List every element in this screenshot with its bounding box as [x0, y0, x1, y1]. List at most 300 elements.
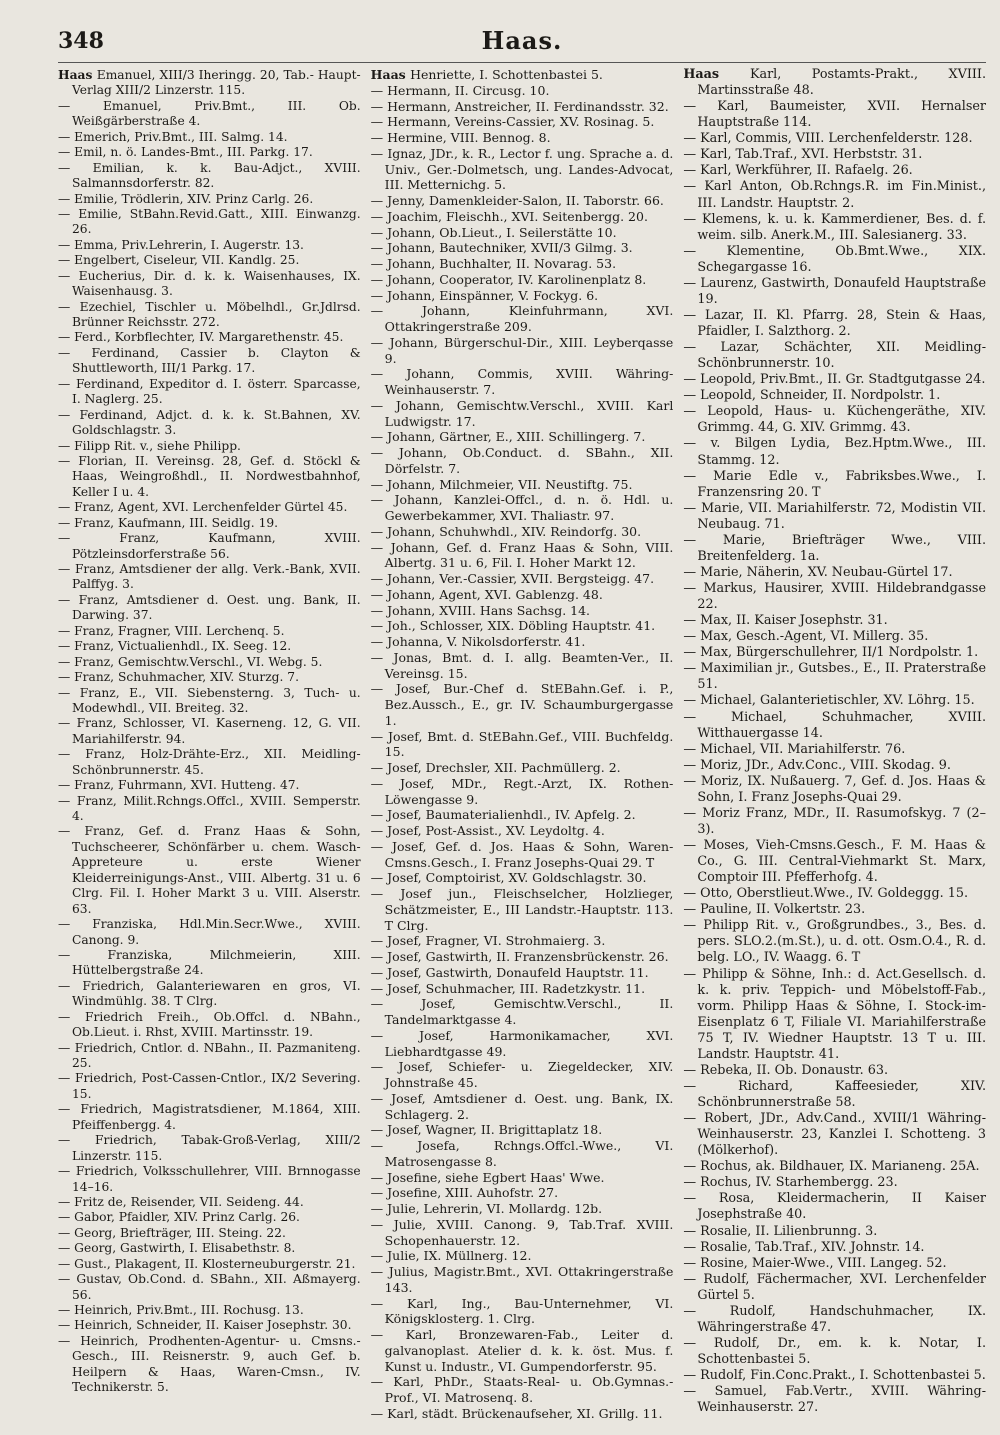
entry-text: Georg, Briefträger, III. Steing. 22.	[74, 1225, 286, 1240]
directory-entry	[371, 99, 674, 115]
entry-text: Samuel, Fab.Vertr., XVIII. Währing-Weinhauserstr. 27.	[697, 1384, 987, 1416]
entry-text: Karl, städt. Brückenaufseher, XI. Grillg. 11.	[387, 1405, 663, 1421]
entry-text: Leopold, Schneider, II. Nordpolstr. 1.	[700, 388, 941, 404]
directory-entry	[683, 1384, 986, 1416]
entry-text: Josef, Gef. d. Jos. Haas & Sohn, Waren-Cmsns.Gesch., I. Franz Josephs-Quai 29. T	[384, 838, 674, 870]
entry-text: Josef, Bmt. d. StEBahn.Gef., VIII. Buchfeldg. 15.	[384, 728, 674, 760]
directory-entry	[58, 145, 361, 160]
directory-entry	[58, 624, 361, 639]
directory-entry	[371, 807, 674, 823]
directory-entry	[58, 917, 361, 948]
entry-text: Hermine, VIII. Bennog. 8.	[387, 130, 551, 145]
entry-text: Rosa, Kleidermacherin, II Kaiser Josephstraße 40.	[697, 1191, 987, 1223]
entry-text: Gust., Plakagent, II. Klosterneuburgerstr. 21.	[74, 1256, 356, 1271]
directory-entry	[371, 886, 674, 933]
directory-entry	[371, 933, 674, 949]
directory-entry	[58, 1226, 361, 1241]
entry-text: Rosalie, Tab.Traf., XIV. Johnstr. 14.	[700, 1239, 925, 1255]
directory-entry	[683, 645, 986, 661]
directory-entry	[683, 661, 986, 693]
entry-text: Leopold, Priv.Bmt., II. Gr. Stadtgutgasse 24.	[700, 372, 986, 388]
entry-text: Rudolf, Fächermacher, XVI. Lerchenfelder Gürtel 5.	[697, 1271, 987, 1303]
directory-entry	[58, 639, 361, 654]
entry-text: Johann, Kleinfuhrmann, XVI. Ottakringerstraße 209.	[384, 303, 674, 334]
entry-text: Fritz de, Reisender, VII. Seideng. 44.	[74, 1194, 304, 1209]
entry-text: Josef, Drechsler, XII. Pachmüllerg. 2.	[387, 760, 621, 775]
entry-text: Franz, Amtsdiener der allg. Verk.-Bank, XVII. Palffyg. 3.	[72, 562, 361, 592]
directory-entry	[58, 716, 361, 747]
directory-entry	[371, 366, 674, 398]
directory-entry	[371, 965, 674, 981]
entry-text: Max, Bürgerschullehrer, II/1 Nordpolstr. 1.	[700, 645, 979, 661]
directory-entry	[58, 1334, 361, 1396]
directory-entry	[371, 776, 674, 808]
directory-entry	[58, 1257, 361, 1272]
directory-entry	[371, 335, 674, 367]
directory-entry	[58, 516, 361, 531]
directory-entry	[371, 303, 674, 335]
directory-entry	[683, 469, 986, 501]
entry-text: Philipp Rit. v., Großgrundbes., 3., Bes. d. pers. SLO.2.(m.St.), u. d. ott. Osm.O.4., R. d. belg. LO., IV. Waagg. 6. T	[697, 918, 987, 966]
entry-text: Franz, Gef. d. Franz Haas & Sohn, Tuchscheerer, Schönfärber u. chem. Wasch-Appreteure u. erste Wiener Kleiderreinigungs-Anst., VIII. Albertg. 31 u. 6 Clrg. Fil. I. Hoher Markt 3 u. VIII. Alserstr. 63.	[72, 824, 361, 916]
directory-entry	[58, 1195, 361, 1210]
directory-entry	[371, 492, 674, 524]
directory-entry	[683, 388, 986, 404]
entry-text: Franz, Fuhrmann, XVI. Hutteng. 47.	[74, 778, 300, 793]
entry-text: Josef, Wagner, II. Brigittaplatz 18.	[387, 1122, 603, 1138]
directory-entry	[58, 1102, 361, 1133]
directory-entry	[683, 436, 986, 468]
directory-entry	[58, 454, 361, 500]
directory-entry	[371, 429, 674, 445]
directory-entry	[683, 1191, 986, 1223]
directory-entry	[58, 1303, 361, 1318]
entry-text: Josef, Baumaterialienhdl., IV. Apfelg. 2.	[387, 807, 636, 823]
entry-text: Josef jun., Fleischselcher, Holzlieger, Schätzmeister, E., III Landstr.-Hauptstr. 113. T Clrg.	[384, 886, 674, 933]
entry-text: Max, II. Kaiser Josephstr. 31.	[700, 613, 888, 629]
directory-entry	[371, 146, 674, 193]
entry-text: Moriz, IX. Nußauerg. 7, Gef. d. Jos. Haas & Sohn, I. Franz Josephs-Quai 29.	[697, 773, 987, 805]
entry-text: Franz, Kaufmann, III. Seidlg. 19.	[74, 515, 279, 530]
entry-text: Rudolf, Handschuhmacher, IX. Währingerstraße 47.	[697, 1303, 987, 1335]
entry-text: Max, Gesch.-Agent, VI. Millerg. 35.	[700, 629, 929, 645]
entry-text: Johann, Bautechniker, XVII/3 Gilmg. 3.	[387, 240, 633, 256]
directory-entry	[371, 1201, 674, 1217]
directory-entry	[371, 1185, 674, 1201]
directory-entry	[371, 288, 674, 304]
page-title: Haas.	[481, 26, 563, 55]
entry-text: Johann, Einspänner, V. Fockyg. 6.	[387, 287, 599, 303]
directory-entry	[58, 747, 361, 778]
entry-text: Franz, E., VII. Siebensterng. 3, Tuch- u. Modewhdl., VII. Breiteg. 32.	[72, 685, 361, 715]
entry-text: Heinrich, Schneider, II. Kaiser Josephstr. 30.	[74, 1318, 352, 1333]
directory-entry	[683, 1256, 986, 1272]
entry-text: Emil, n. ö. Landes-Bmt., III. Parkg. 17.	[74, 145, 313, 160]
entry-text: Franz, Fragner, VIII. Lerchenq. 5.	[74, 623, 285, 638]
directory-entry	[683, 1159, 986, 1175]
entry-text: Gabor, Pfaidler, XIV. Prinz Carlg. 26.	[74, 1210, 300, 1225]
directory-entry	[371, 477, 674, 493]
entry-text: v. Bilgen Lydia, Bez.Hptm.Wwe., III. Stammg. 12.	[697, 436, 987, 468]
directory-entry	[58, 330, 361, 345]
entry-text: Franz, Schlosser, VI. Kaserneng. 12, G. VII. Mariahilferstr. 94.	[72, 716, 361, 746]
directory-entry	[58, 253, 361, 268]
entry-text: Rudolf, Dr., em. k. k. Notar, I. Schottenbastei 5.	[697, 1335, 987, 1367]
directory-entry	[371, 981, 674, 997]
directory-entry	[371, 240, 674, 256]
directory-entry	[58, 439, 361, 454]
directory-entry	[371, 1059, 674, 1091]
entry-text: Michael, Schuhmacher, XVIII. Witthauergasse 14.	[697, 709, 986, 741]
entry-text: Karl, Baumeister, XVII. Hernalser Hauptstraße 114.	[697, 99, 987, 131]
directory-entry	[58, 562, 361, 593]
page-header	[58, 26, 986, 63]
directory-entry	[371, 1091, 674, 1123]
directory-entry	[683, 212, 986, 244]
directory-entry	[58, 1071, 361, 1102]
directory-entry	[371, 634, 674, 650]
directory-entry	[371, 1327, 674, 1374]
directory-entry	[683, 533, 986, 565]
page-number: 348	[58, 28, 104, 54]
entry-text: Friedrich, Volksschullehrer, VIII. Brnnogasse 14–16.	[72, 1164, 361, 1194]
entry-text: Richard, Kaffeesieder, XIV. Schönbrunnerstraße 58.	[697, 1078, 987, 1110]
directory-entry	[58, 824, 361, 917]
directory-entry	[371, 1374, 674, 1406]
directory-entry	[58, 794, 361, 825]
entry-text: Ferdinand, Cassier b. Clayton & Shuttleworth, III/1 Parkg. 17.	[72, 345, 361, 376]
entry-text: Johann, Milchmeier, VII. Neustiftg. 75.	[387, 476, 633, 492]
entry-text: Joachim, Fleischh., XVI. Seitenbergg. 20.	[387, 208, 648, 224]
entry-text: Otto, Oberstlieut.Wwe., IV. Goldeggg. 15.	[700, 886, 969, 902]
directory-entry	[683, 1336, 986, 1368]
entry-text: Emerich, Priv.Bmt., III. Salmg. 14.	[74, 129, 288, 144]
directory-entry	[58, 1210, 361, 1225]
directory-entry	[683, 1240, 986, 1256]
column-2	[371, 67, 674, 1422]
entry-text: Marie Edle v., Fabriksbes.Wwe., I. Franzensring 20. T	[697, 468, 986, 500]
entry-text: Josef, Post-Assist., XV. Leydoltg. 4.	[387, 823, 605, 838]
directory-entry	[58, 593, 361, 624]
entry-text: Karl, PhDr., Staats-Real- u. Ob.Gymnas.-Prof., VI. Matrosenq. 8.	[384, 1374, 674, 1405]
directory-entry	[683, 902, 986, 918]
directory-entry	[371, 650, 674, 682]
entry-text: Rochus, ak. Bildhauer, IX. Marianeng. 25A.	[700, 1159, 980, 1175]
entry-text: Pauline, II. Volkertstr. 23.	[700, 902, 866, 918]
entry-text: Engelbert, Ciseleur, VII. Kandlg. 25.	[74, 253, 300, 268]
directory-entry	[683, 838, 986, 886]
entry-text: Hermann, II. Circusg. 10.	[387, 82, 550, 98]
directory-entry	[371, 587, 674, 603]
directory-entry	[371, 760, 674, 776]
directory-entry	[683, 1079, 986, 1111]
entry-text: Josef, Schuhmacher, III. Radetzkystr. 11.	[387, 980, 646, 996]
directory-entry	[683, 774, 986, 806]
entry-text: Hermann, Vereins-Cassier, XV. Rosinag. 5.	[387, 114, 655, 130]
directory-entry	[683, 131, 986, 147]
directory-entry	[58, 1318, 361, 1333]
directory-entry	[58, 1241, 361, 1256]
entry-text: Florian, II. Vereinsg. 28, Gef. d. Stöckl & Haas, Weingroßhdl., II. Nordwestbahnhof, Keller I u. 4.	[72, 453, 361, 499]
entry-text: Johanna, V. Nikolsdorferstr. 41.	[387, 634, 586, 649]
entry-text: Philipp & Söhne, Inh.: d. Act.Gesellsch. d. k. k. priv. Teppich- und Möbelstoff-Fab., vorm. Philipp Haas & Söhne, I. Stock-im-Eisenplatz 6 T, Filiale VI. Mariahilferstraße 75 T, IV. Wiedner Hauptstr. 13 T u. III. Landstr. Hauptstr. 41.	[697, 966, 987, 1062]
entry-text: Rosine, Maier-Wwe., VIII. Langeg. 52.	[700, 1255, 947, 1271]
surname-heading: Haas	[58, 67, 97, 82]
entry-text: Marie, Briefträger Wwe., VIII. Breitenfelderg. 1a.	[697, 532, 987, 564]
entry-text: Franziska, Milchmeierin, XIII. Hüttelbergstraße 24.	[72, 947, 361, 978]
directory-entry	[371, 618, 674, 634]
entry-text: Josefine, siehe Egbert Haas' Wwe.	[387, 1169, 605, 1185]
directory-entry	[58, 655, 361, 670]
entry-text: Lazar, II. Kl. Pfarrg. 28, Stein & Haas, Pfaidler, I. Salzthorg. 2.	[697, 307, 987, 339]
entry-text: Karl, Werkführer, II. Rafaelg. 26.	[700, 163, 913, 179]
entry-text: Johann, Ob.Conduct. d. SBahn., XII. Dörfelstr. 7.	[384, 445, 674, 476]
directory-entry	[683, 1063, 986, 1079]
directory-entry	[58, 778, 361, 793]
entry-text: Friedrich Freih., Ob.Offcl. d. NBahn., Ob.Lieut. i. Rhst, XVIII. Martinsstr. 19.	[72, 1009, 361, 1040]
entry-text: Rebeka, II. Ob. Donaustr. 63.	[700, 1062, 889, 1078]
directory-entry	[371, 193, 674, 209]
directory-entry	[683, 340, 986, 372]
entry-text: Josef, Gastwirth, Donaufeld Hauptstr. 11.	[387, 964, 649, 980]
directory-entry	[371, 398, 674, 430]
entry-text: Jonas, Bmt. d. I. allg. Beamten-Ver., II. Vereinsg. 15.	[384, 649, 674, 681]
entry-text: Hermann, Anstreicher, II. Ferdinandsstr. 32.	[387, 98, 669, 114]
directory-entry	[683, 308, 986, 340]
entry-text: Josefine, XIII. Auhofstr. 27.	[387, 1185, 559, 1201]
entry-text: Lazar, Schächter, XII. Meidling-Schönbrunnerstr. 10.	[697, 340, 986, 372]
directory-entry	[371, 996, 674, 1028]
entry-text: Rochus, IV. Starhembergg. 23.	[700, 1175, 898, 1191]
directory-entry	[58, 1164, 361, 1195]
entry-text: Johann, Schuhwhdl., XIV. Reindorfg. 30.	[387, 523, 642, 539]
directory-entry	[683, 710, 986, 742]
entry-text: Franz, Amtsdiener d. Oest. ung. Bank, II. Darwing. 37.	[72, 592, 361, 623]
entry-text: Ferd., Korbflechter, IV. Margarethenstr. 45.	[74, 330, 344, 345]
directory-entry	[683, 501, 986, 533]
directory-entry	[371, 1296, 674, 1328]
entry-text: Franz, Schuhmacher, XIV. Sturzg. 7.	[74, 670, 299, 685]
entry-text: Heinrich, Priv.Bmt., III. Rochusg. 13.	[74, 1303, 304, 1317]
entry-text: Ezechiel, Tischler u. Möbelhdl., Gr.Jdlrsd. Brünner Reichsstr. 272.	[72, 299, 361, 329]
column-3	[683, 67, 986, 1422]
entry-text: Josefa, Rchngs.Offcl.-Wwe., VI. Matrosengasse 8.	[384, 1138, 674, 1169]
entry-text: Josef, Gastwirth, II. Franzensbrückenstr. 26.	[387, 949, 669, 964]
directory-entry	[371, 272, 674, 288]
entry-text: Josef, Comptoirist, XV. Goldschlagstr. 30.	[387, 870, 647, 886]
entry-text: Johann, Cooperator, IV. Karolinenplatz 8.	[387, 271, 647, 287]
directory-entry	[371, 256, 674, 272]
surname-heading: Haas	[683, 67, 750, 82]
directory-entry	[58, 408, 361, 439]
entry-text: Friedrich, Post-Cassen-Cntlor., IX/2 Severing. 15.	[72, 1071, 361, 1101]
directory-entry	[371, 1028, 674, 1060]
entry-text: Karl Anton, Ob.Rchngs.R. im Fin.Minist., III. Landstr. Hauptstr. 2.	[697, 179, 986, 211]
entry-text: Emma, Priv.Lehrerin, I. Augerstr. 13.	[74, 237, 304, 252]
entry-text: Friedrich, Magistratsdiener, M.1864, XIII. Pfeiffenbergg. 4.	[72, 1102, 361, 1132]
entry-text: Friedrich, Cntlor. d. NBahn., II. Pazmaniteng. 25.	[72, 1040, 361, 1070]
directory-entry	[683, 99, 986, 131]
entry-text: Franz, Agent, XVI. Lerchenfelder Gürtel 45.	[74, 500, 348, 515]
directory-entry	[371, 1122, 674, 1138]
entry-text: Michael, Galanterietischler, XV. Löhrg. 15.	[700, 693, 975, 709]
entry-text: Markus, Hausirer, XVIII. Hildebrandgasse 22.	[697, 581, 986, 613]
directory-entry	[683, 67, 986, 99]
directory-entry	[371, 67, 674, 83]
entry-text: Emilie, Trödlerin, XIV. Prinz Carlg. 26.	[74, 191, 314, 206]
entry-text: Moriz Franz, MDr., II. Rasumofskyg. 7 (2–3).	[697, 805, 987, 837]
directory-entry	[58, 1010, 361, 1041]
directory-entry	[683, 1224, 986, 1240]
directory-entry	[371, 823, 674, 839]
entry-text: Filipp Rit. v., siehe Philipp.	[74, 438, 241, 453]
directory-entry	[371, 540, 674, 572]
directory-entry	[58, 948, 361, 979]
directory-entry	[683, 886, 986, 902]
directory-entry	[683, 244, 986, 276]
directory-entry	[683, 179, 986, 211]
entry-text: Friedrich, Galanteriewaren en gros, VI. Windmühlg. 38. T Clrg.	[72, 978, 361, 1009]
entry-text: Gustav, Ob.Cond. d. SBahn., XII. Aßmayerg. 56.	[72, 1272, 361, 1302]
directory-entry	[371, 445, 674, 477]
entry-text: Josef, Amtsdiener d. Oest. ung. Bank, IX. Schlagerg. 2.	[384, 1090, 674, 1122]
entry-text: Maximilian jr., Gutsbes., E., II. Praterstraße 51.	[697, 661, 987, 693]
entry-text: Klementine, Ob.Bmt.Wwe., XIX. Schegargasse 16.	[697, 243, 986, 275]
directory-entry	[371, 524, 674, 540]
directory-entry	[683, 1304, 986, 1336]
directory-entry	[371, 130, 674, 146]
entry-text: Johann, Kanzlei-Offcl., d. n. ö. Hdl. u. Gewerbekammer, XVI. Thaliastr. 97.	[384, 492, 674, 523]
directory-entry	[683, 742, 986, 758]
directory-entry	[371, 839, 674, 871]
entry-text: Emilian, k. k. Bau-Adjct., XVIII. Salmannsdorferstr. 82.	[72, 160, 361, 191]
entry-text: Eucherius, Dir. d. k. k. Waisenhauses, IX. Waisenhausg. 3.	[72, 268, 361, 299]
entry-text: Johann, Gemischtw.Verschl., XVIII. Karl Ludwigstr. 17.	[384, 397, 674, 429]
directory-entry	[58, 130, 361, 145]
entry-text: Julie, Lehrerin, VI. Mollardg. 12b.	[387, 1201, 603, 1216]
directory-entry	[683, 1272, 986, 1304]
entry-text: Johann, Bürgerschul-Dir., XIII. Leyberqasse 9.	[384, 334, 674, 366]
directory-entry	[683, 581, 986, 613]
entry-text: Emilie, StBahn.Revid.Gatt., XIII. Einwanzg. 26.	[72, 206, 361, 237]
entry-text: Rudolf, Fin.Conc.Prakt., I. Schottenbastei 5.	[700, 1368, 986, 1384]
directory-entry	[371, 1138, 674, 1170]
column-1	[58, 67, 361, 1422]
directory-entry	[683, 693, 986, 709]
directory-entry	[58, 238, 361, 253]
entry-text: Leopold, Haus- u. Küchengeräthe, XIV. Grimmg. 44, G. XIV. Grimmg. 43.	[697, 404, 986, 436]
directory-entry	[371, 83, 674, 99]
entry-text: Josef, Fragner, VI. Strohmaierg. 3.	[387, 933, 606, 949]
columns	[58, 67, 986, 1422]
directory-entry	[58, 161, 361, 192]
entry-text: Julius, Magistr.Bmt., XVI. Ottakringerstraße 143.	[384, 1264, 674, 1295]
entry-text: Heinrich, Prodhenten-Agentur- u. Cmsns.-Gesch., III. Reisnerstr. 9, auch Gef. b. Heilpern & Haas, Waren-Cmsn., IV. Technikerstr. 5.	[72, 1333, 361, 1395]
directory-entry	[371, 1248, 674, 1264]
directory-entry	[58, 346, 361, 377]
directory-entry	[371, 729, 674, 761]
entry-text: Karl, Commis, VIII. Lerchenfelderstr. 128.	[700, 131, 973, 147]
entry-text: Karl, Postamts-Prakt., XVIII. Martinsstraße 48.	[697, 67, 987, 99]
entry-text: Jenny, Damenkleider-Salon, II. Taborstr. 66.	[387, 193, 664, 208]
entry-text: Moses, Vieh-Cmsns.Gesch., F. M. Haas & Co., G. III. Central-Viehmarkt St. Marx, Comptoir III. Pfefferhofg. 4.	[697, 838, 987, 886]
entry-text: Karl, Bronzewaren-Fab., Leiter d. galvanoplast. Atelier d. k. k. öst. Mus. f. Kunst u. Industr., VI. Gumpendorferstr. 95.	[384, 1327, 674, 1374]
directory-entry	[683, 372, 986, 388]
entry-text: Josef, Bur.-Chef d. StEBahn.Gef. i. P., Bez.Aussch., E., gr. IV. Schaumburgergasse 1.	[384, 681, 674, 728]
entry-text: Franz, Kaufmann, XVIII. Pötzleinsdorferstraße 56.	[72, 531, 361, 561]
entry-text: Friedrich, Tabak-Groß-Verlag, XIII/2 Linzerstr. 115.	[72, 1133, 361, 1163]
entry-text: Robert, JDr., Adv.Cand., XVIII/1 Währing-Weinhauserstr. 23, Kanzlei I. Schotteng. 3 (Mölkerhof).	[697, 1111, 987, 1159]
directory-entry	[371, 1264, 674, 1296]
directory-entry	[58, 979, 361, 1010]
directory-entry	[58, 531, 361, 562]
directory-entry	[58, 207, 361, 238]
directory-entry	[683, 404, 986, 436]
entry-text: Johann, Ob.Lieut., I. Seilerstätte 10.	[387, 224, 617, 240]
entry-text: Josef, MDr., Regt.-Arzt, IX. Rothen-Löwengasse 9.	[384, 775, 674, 807]
entry-text: Franz, Milit.Rchngs.Offcl., XVIII. Semperstr. 4.	[72, 793, 361, 823]
entry-text: Johann, Agent, XVI. Gablenzg. 48.	[387, 586, 603, 602]
directory-entry	[58, 686, 361, 717]
directory-entry	[58, 1041, 361, 1072]
entry-text: Henriette, I. Schottenbastei 5.	[410, 67, 603, 82]
directory-entry	[58, 99, 361, 130]
directory-entry	[58, 1133, 361, 1164]
directory-entry	[683, 1111, 986, 1159]
directory-entry	[58, 500, 361, 515]
directory-entry	[371, 603, 674, 619]
directory-entry	[371, 949, 674, 965]
directory-entry	[683, 806, 986, 838]
directory-entry	[371, 114, 674, 130]
directory-entry	[683, 1175, 986, 1191]
entry-text: Johann, XVIII. Hans Sachsg. 14.	[387, 602, 591, 618]
directory-entry	[371, 571, 674, 587]
directory-entry	[371, 681, 674, 728]
directory-entry	[58, 300, 361, 331]
entry-text: Joh., Schlosser, XIX. Döbling Hauptstr. 41.	[387, 618, 656, 634]
directory-entry	[683, 276, 986, 308]
entry-text: Ferdinand, Expeditor d. I. österr. Sparcasse, I. Naglerg. 25.	[72, 376, 361, 407]
entry-text: Franz, Holz-Drähte-Erz., XII. Meidling-Schönbrunnerstr. 45.	[72, 747, 361, 777]
entry-text: Marie, Näherin, XV. Neubau-Gürtel 17.	[700, 564, 953, 580]
directory-entry	[371, 870, 674, 886]
entry-text: Rosalie, II. Lilienbrunng. 3.	[700, 1223, 878, 1239]
entry-text: Josef, Harmonikamacher, XVI. Liebhardtgasse 49.	[384, 1027, 674, 1059]
directory-entry	[371, 1406, 674, 1422]
directory-entry	[371, 1170, 674, 1186]
directory-entry	[371, 209, 674, 225]
directory-entry	[683, 918, 986, 966]
entry-text: Johann, Gef. d. Franz Haas & Sohn, VIII. Albertg. 31 u. 6, Fil. I. Hoher Markt 12.	[384, 539, 674, 571]
entry-text: Johann, Buchhalter, II. Novarag. 53.	[387, 256, 617, 271]
entry-text: Laurenz, Gastwirth, Donaufeld Hauptstraße 19.	[697, 275, 987, 307]
directory-entry	[58, 269, 361, 300]
directory-entry	[371, 225, 674, 241]
entry-text: Michael, VII. Mariahilferstr. 76.	[700, 741, 906, 757]
entry-text: Franziska, Hdl.Min.Secr.Wwe., XVIII. Canong. 9.	[72, 917, 361, 947]
directory-entry	[683, 147, 986, 163]
entry-text: Ignaz, JDr., k. R., Lector f. ung. Sprache a. d. Univ., Ger.-Dolmetsch, ung. Landes-Advocat, III. Metternichg. 5.	[384, 145, 674, 193]
directory-entry	[58, 670, 361, 685]
directory-entry	[683, 1368, 986, 1384]
directory-entry	[58, 377, 361, 408]
entry-text: Julie, IX. Müllnerg. 12.	[387, 1248, 532, 1264]
directory-entry	[683, 565, 986, 581]
entry-text: Emanuel, Priv.Bmt., III. Ob. Weißgärberstraße 4.	[72, 98, 361, 129]
directory-entry	[683, 758, 986, 774]
directory-entry	[58, 1272, 361, 1303]
